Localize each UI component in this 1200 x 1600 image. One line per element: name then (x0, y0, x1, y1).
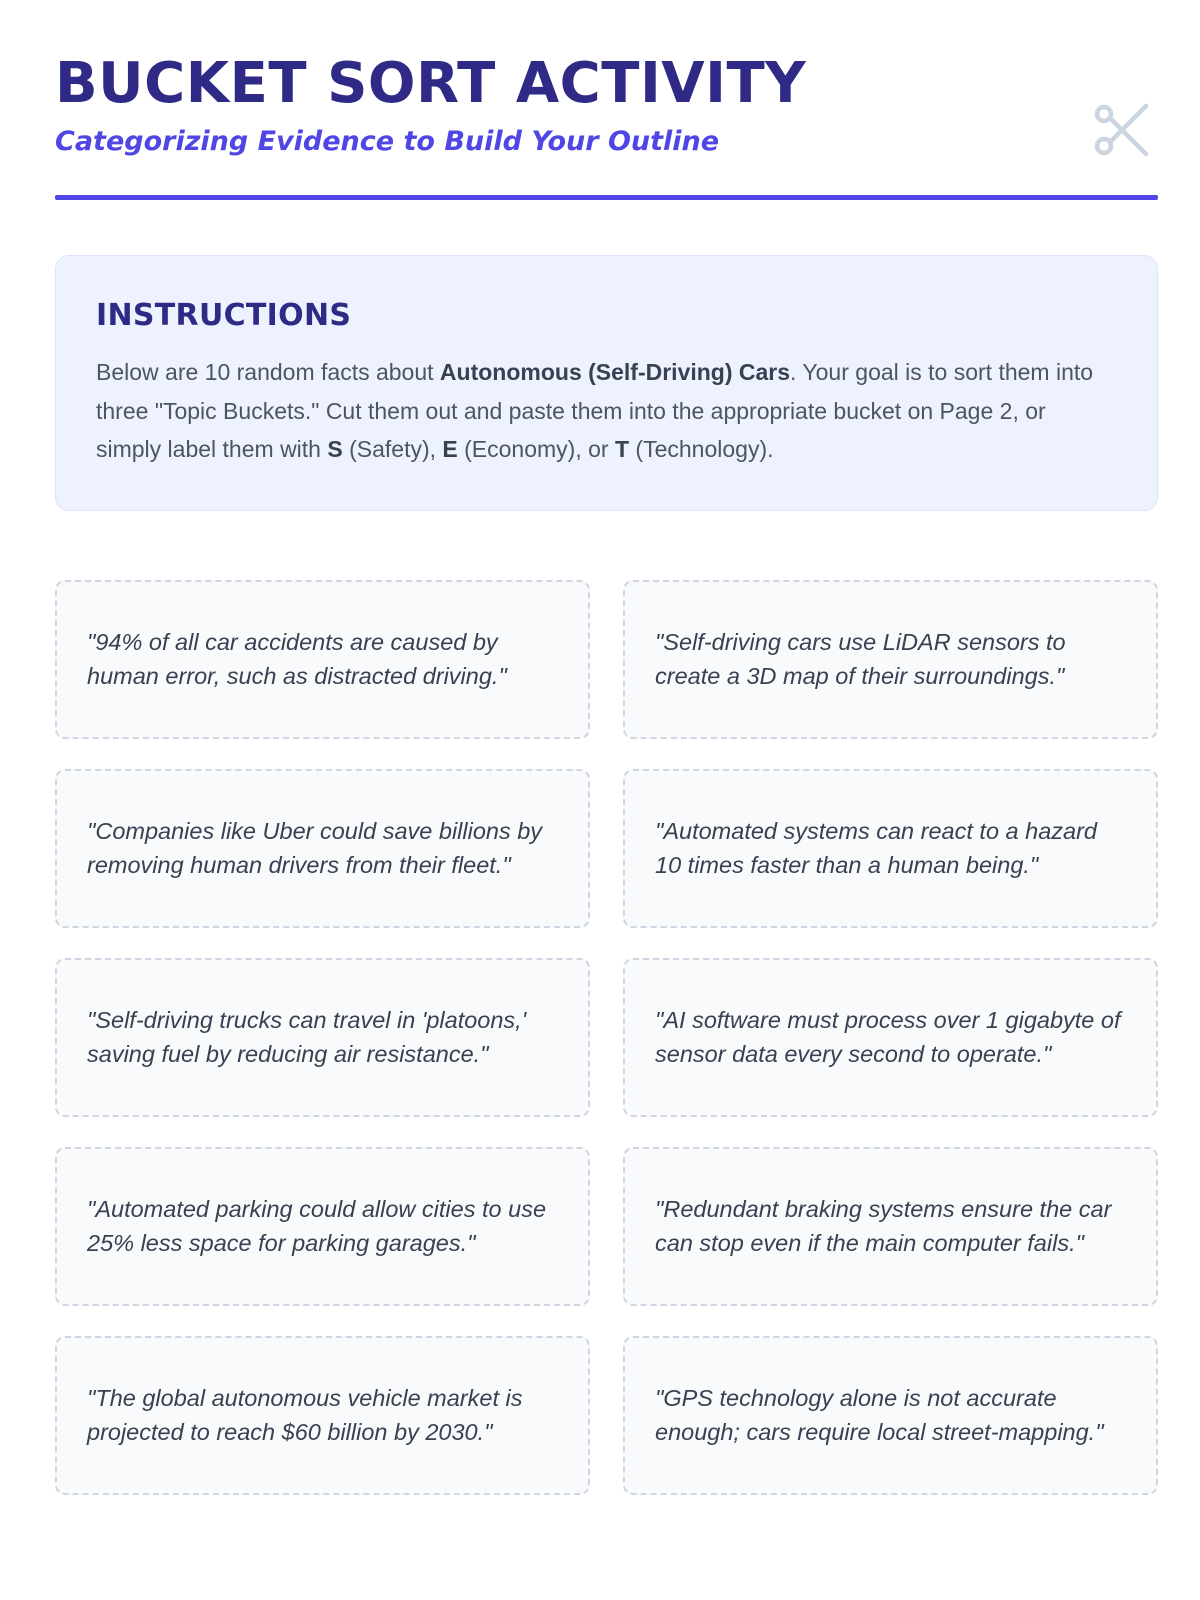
page-title: BUCKET SORT ACTIVITY (55, 51, 807, 116)
economy-label: (Economy), or (457, 436, 615, 462)
fact-card[interactable] (55, 769, 590, 928)
fact-card[interactable] (55, 1147, 590, 1306)
fact-text: "Self-driving trucks can travel in 'platoons,' saving fuel by reducing air resistance." (87, 1007, 527, 1067)
economy-code: E (442, 436, 458, 462)
scissors-icon (1094, 102, 1150, 158)
fact-card[interactable] (623, 580, 1158, 739)
fact-card[interactable] (55, 958, 590, 1117)
fact-text: "The global autonomous vehicle market is projected to reach $60 billion by 2030." (87, 1385, 523, 1445)
fact-text: "Automated parking could allow cities to use 25% less space for parking garages." (87, 1196, 547, 1256)
fact-text: "Automated systems can react to a hazard 10 times faster than a human being." (655, 818, 1098, 878)
instructions-text-part: . Your goal is to sort them into three "Topic Buckets." Cut them out and paste them into the appropriate bucket on Page 2, or simply label them with (96, 359, 1094, 462)
fact-card[interactable] (623, 958, 1158, 1117)
fact-card[interactable] (55, 1336, 590, 1495)
fact-text: "Companies like Uber could save billions by removing human drivers from their fleet." (87, 818, 543, 878)
instructions-topic: Autonomous (Self-Driving) Cars (439, 359, 791, 385)
fact-text: "AI software must process over 1 gigabyte of sensor data every second to operate." (655, 1007, 1121, 1067)
instructions-box (55, 255, 1158, 511)
instructions-text-part: Below are 10 random facts about (96, 359, 440, 385)
fact-card[interactable] (623, 769, 1158, 928)
instructions-heading: INSTRUCTIONS (96, 298, 352, 333)
safety-label: (Safety), (342, 436, 443, 462)
fact-text: "94% of all car accidents are caused by human error, such as distracted driving." (87, 629, 507, 689)
fact-card[interactable] (55, 580, 590, 739)
instructions-text (96, 353, 1117, 469)
fact-text: "Redundant braking systems ensure the car can stop even if the main computer fails." (655, 1196, 1112, 1256)
header-divider (55, 195, 1158, 200)
fact-cards-grid (55, 580, 1158, 1495)
fact-text: "Self-driving cars use LiDAR sensors to create a 3D map of their surroundings." (655, 629, 1066, 689)
technology-label: (Technology). (629, 436, 774, 462)
page-header (55, 50, 1158, 200)
fact-text: "GPS technology alone is not accurate enough; cars require local street-mapping." (655, 1385, 1104, 1445)
fact-card[interactable] (623, 1147, 1158, 1306)
page-subtitle: Categorizing Evidence to Build Your Outline (55, 126, 720, 157)
fact-card[interactable] (623, 1336, 1158, 1495)
safety-code: S (327, 436, 343, 462)
technology-code: T (614, 436, 630, 462)
